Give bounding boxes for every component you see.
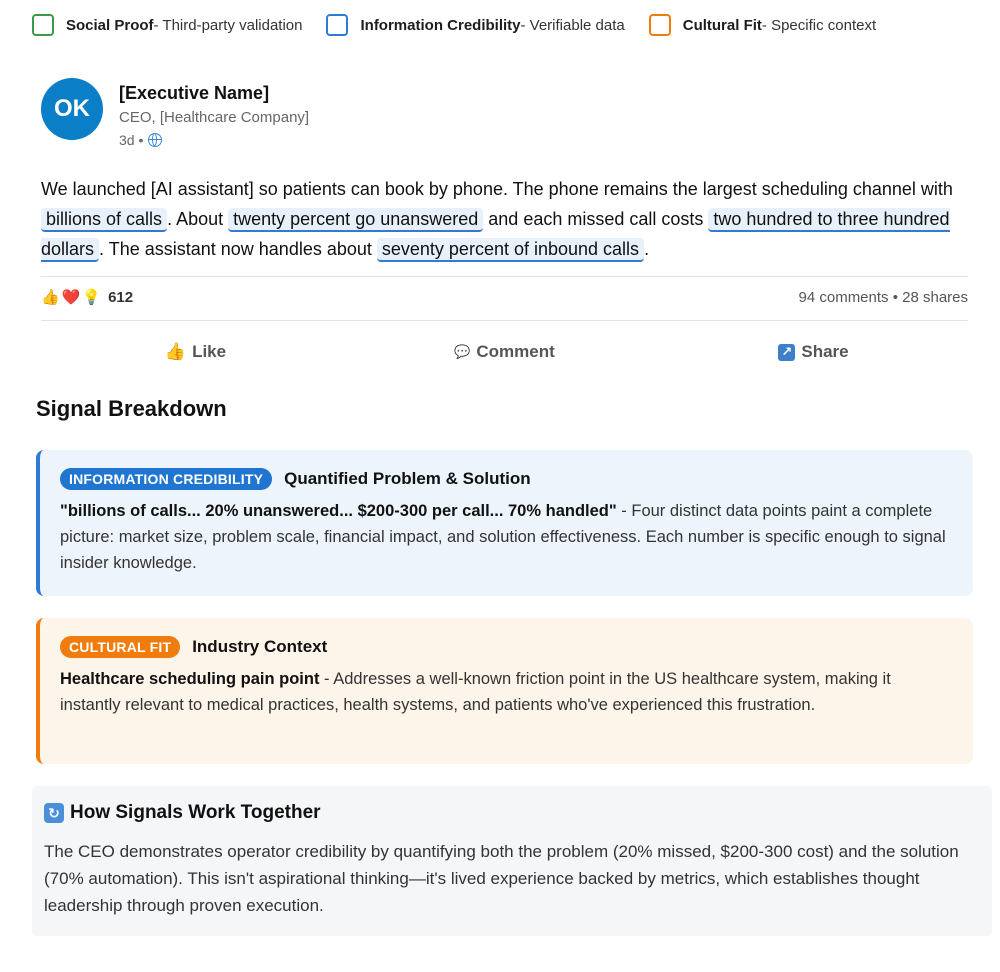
legend-item-information-credibility <box>326 14 624 36</box>
signals-together-panel <box>32 786 992 936</box>
comment-label: Comment <box>476 342 555 361</box>
card-text <box>60 498 953 576</box>
post-time: 3d • <box>119 132 144 148</box>
information-credibility-card <box>36 450 973 596</box>
signal-badge: CULTURAL FIT <box>60 636 180 658</box>
panel-title: How Signals Work Together <box>70 802 321 823</box>
legend-item-cultural-fit <box>649 14 876 36</box>
legend-desc: - Third-party validation <box>153 16 303 34</box>
panel-text: The CEO demonstrates operator credibility by quantifying both the problem (20% missed, $200-300 cost) and the solution (70% automation). This isn't aspirational thinking—it's lived experience backed by metrics, which establishes thought leadership through proven execution. <box>44 842 959 915</box>
legend-item-social-proof <box>32 14 302 36</box>
post-stats <box>41 288 968 306</box>
cultural-fit-card <box>36 618 973 764</box>
globe-icon <box>148 133 162 147</box>
card-explanation: - Addresses a well-known friction point in the US healthcare system, making it instantly relevant to medical practices, health systems, and patients who've experienced this frustration. <box>60 670 891 714</box>
speech-bubble-icon: 💬 <box>454 344 471 359</box>
cycle-arrows-icon: ↻ <box>44 803 64 823</box>
legend-desc: - Verifiable data <box>520 16 625 34</box>
legend-name: Cultural Fit <box>682 16 762 34</box>
signal-legend <box>32 14 876 36</box>
divider <box>41 276 968 277</box>
reactions-summary[interactable] <box>41 288 133 306</box>
card-text <box>60 666 953 718</box>
post-text: . <box>644 239 650 259</box>
card-heading: Industry Context <box>192 637 328 656</box>
like-button[interactable] <box>41 342 350 362</box>
like-label: Like <box>192 342 227 361</box>
author-title: CEO, [Healthcare Company] <box>119 109 310 126</box>
reaction-count: 612 <box>108 288 134 306</box>
divider <box>41 320 968 321</box>
share-arrow-icon: ↗ <box>778 344 795 361</box>
post-text: . About <box>167 209 229 229</box>
information-credibility-swatch <box>326 14 348 36</box>
credibility-highlight: seventy percent of inbound calls <box>377 238 644 262</box>
section-title: Signal Breakdown <box>36 396 227 421</box>
credibility-highlight: billions of calls <box>41 208 167 232</box>
signal-badge: INFORMATION CREDIBILITY <box>60 468 272 490</box>
post-text: and each missed call costs <box>483 209 709 229</box>
post-author <box>119 81 309 148</box>
post-actions <box>41 342 968 362</box>
legend-desc: - Specific context <box>761 16 877 34</box>
comment-button[interactable] <box>350 342 659 362</box>
thumbs-up-icon: 👍 <box>164 342 187 361</box>
card-quote: "billions of calls... 20% unanswered... $200-300 per call... 70% handled" <box>60 502 617 520</box>
panel-header <box>44 802 980 824</box>
cultural-fit-swatch <box>649 14 671 36</box>
post-body <box>41 174 971 264</box>
credibility-highlight: two hundred to three hundred dollars <box>41 208 950 262</box>
card-header <box>60 636 953 658</box>
card-explanation: - Four distinct data points paint a complete picture: market size, problem scale, financial impact, and solution effectiveness. Each number is specific enough to signal insider knowledge. <box>60 502 946 572</box>
post-text: . The assistant now handles about <box>99 239 377 259</box>
comments-shares-count[interactable]: 94 comments • 28 shares <box>798 288 968 306</box>
card-heading: Quantified Problem & Solution <box>284 469 531 488</box>
credibility-highlight: twenty percent go unanswered <box>228 208 483 232</box>
post-text: We launched [AI assistant] so patients can book by phone. The phone remains the largest scheduling channel with <box>41 179 953 199</box>
lightbulb-reaction-icon: 💡 <box>82 289 102 306</box>
heart-reaction-icon: ❤️ <box>61 289 81 306</box>
legend-name: Information Credibility <box>360 16 521 34</box>
post-timestamp <box>119 132 309 148</box>
social-proof-swatch <box>32 14 54 36</box>
legend-name: Social Proof <box>66 16 154 34</box>
share-label: Share <box>801 342 849 361</box>
share-button[interactable] <box>659 342 968 362</box>
avatar[interactable]: OK <box>41 78 103 140</box>
author-name[interactable]: [Executive Name] <box>119 83 270 103</box>
card-header <box>60 468 953 490</box>
thumbs-up-reaction-icon: 👍 <box>41 289 60 306</box>
card-quote: Healthcare scheduling pain point <box>60 670 320 688</box>
